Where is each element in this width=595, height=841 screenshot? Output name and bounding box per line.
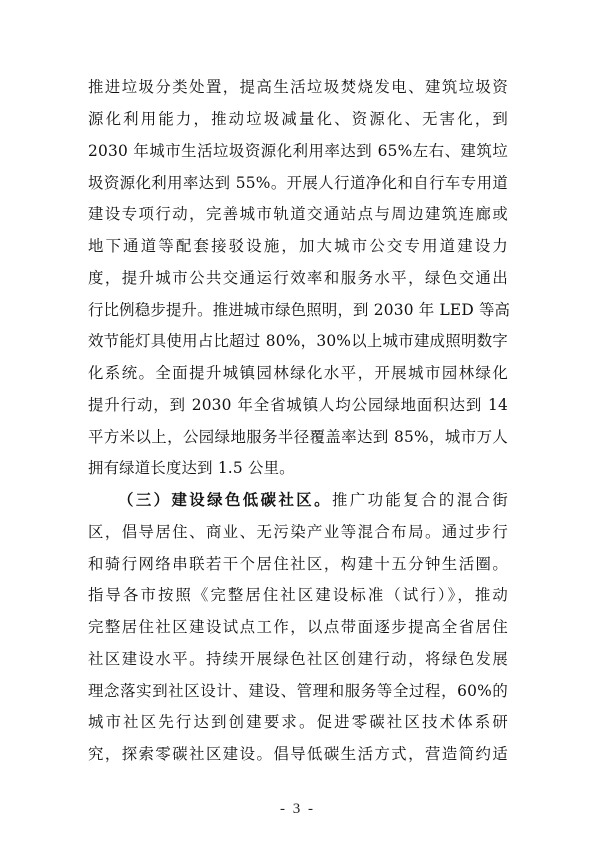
text-line: 行比例稳步提升。推进城市绿色照明，到 2030 年 LED 等高 [88, 301, 511, 319]
text-line: 化系统。全面提升城镇园林绿化水平，开展城市园林绿化 [88, 364, 508, 382]
text-line: 完整居住社区建设试点工作，以点带面逐步提高全省居住 [88, 618, 508, 636]
text-line: 城市社区先行达到创建要求。促进零碳社区技术体系研 [88, 713, 508, 731]
section-first-line [118, 485, 508, 515]
page-number: - 3 - [280, 801, 315, 817]
text-line: 建设专项行动，完善城市轨道交通站点与周边建筑连廊或 [88, 205, 508, 223]
section-first-line-text: 推广功能复合的混合街 [331, 491, 508, 509]
text-line: 效节能灯具使用占比超过 80%，30%以上城市建成照明数字 [88, 332, 508, 350]
text-line: 地下通道等配套接驳设施，加大城市公交专用道建设力 [88, 237, 508, 255]
text-line: 和骑行网络串联若干个居住社区，构建十五分钟生活圈。 [88, 555, 508, 573]
text-line: 究，探索零碳社区建设。倡导低碳生活方式，营造简约适 [88, 745, 508, 763]
text-line: 拥有绿道长度达到 1.5 公里。 [88, 459, 295, 477]
text-line: 理念落实到社区设计、建设、管理和服务等全过程，60%的 [88, 682, 508, 700]
text-line: 区，倡导居住、商业、无污染产业等混合布局。通过步行 [88, 523, 508, 541]
text-line: 社区建设水平。持续开展绿色社区创建行动，将绿色发展 [88, 650, 508, 668]
text-line: 圾资源化利用率达到 55%。开展人行道净化和自行车专用道 [88, 174, 508, 192]
section-heading: （三）建设绿色低碳社区。 [118, 491, 332, 509]
text-line: 平方米以上，公园绿地服务半径覆盖率达到 85%，城市万人 [88, 428, 508, 446]
text-line: 2030 年城市生活垃圾资源化利用率达到 65%左右、建筑垃 [88, 142, 508, 160]
text-line: 推进垃圾分类处置，提高生活垃圾焚烧发电、建筑垃圾资 [88, 78, 508, 96]
text-line: 提升行动，到 2030 年全省城镇人均公园绿地面积达到 14 [88, 396, 508, 414]
text-line: 指导各市按照《完整居住社区建设标准（试行）》，推动 [88, 586, 508, 604]
text-line: 源化利用能力，推动垃圾减量化、资源化、无害化，到 [88, 110, 508, 128]
text-line: 度，提升城市公共交通运行效率和服务水平，绿色交通出 [88, 269, 508, 287]
